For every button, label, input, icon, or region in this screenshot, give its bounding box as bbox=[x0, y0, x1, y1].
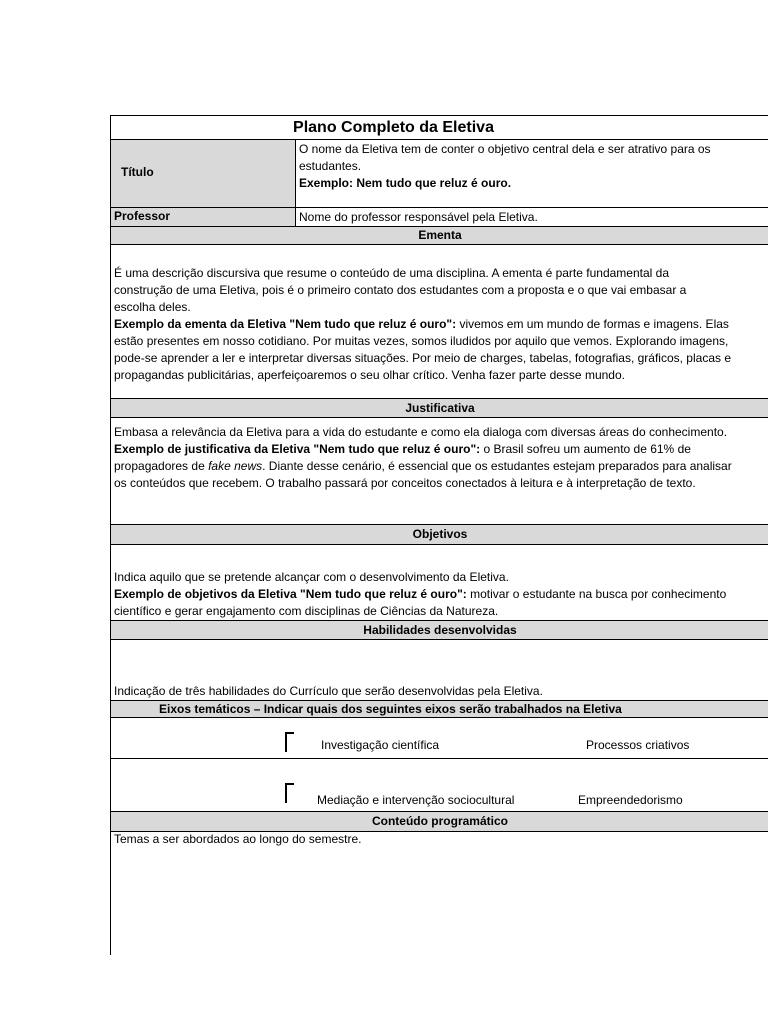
justificativa-line bbox=[111, 458, 768, 475]
habilidades-body bbox=[111, 683, 768, 700]
form-title-row bbox=[111, 115, 768, 139]
justificativa-text: . Diante desse cenário, é essencial que os estudantes estejam preparados para analisar bbox=[262, 459, 732, 473]
professor-label-cell bbox=[111, 208, 296, 226]
investigacao-checkbox[interactable] bbox=[285, 732, 294, 752]
eletiva-form bbox=[110, 115, 768, 955]
ementa-example-line bbox=[111, 316, 768, 333]
titulo-desc-line2: estudantes. bbox=[299, 159, 362, 173]
ementa-line: propagandas publicitárias, aperfeiçoaremos o seu olhar crítico. Venha fazer parte desse mundo. bbox=[114, 368, 625, 382]
habilidades-header: Habilidades desenvolvidas bbox=[111, 620, 768, 640]
mediacao-checkbox[interactable] bbox=[285, 783, 294, 803]
eixos-header-row bbox=[111, 700, 768, 718]
justificativa-example-line bbox=[111, 441, 768, 458]
investigacao-option: Investigação científica bbox=[321, 738, 440, 752]
eixos-header: Eixos temáticos – Indicar quais dos seguintes eixos serão trabalhados na Eletiva bbox=[159, 702, 622, 716]
professor-row bbox=[111, 207, 768, 226]
ementa-body bbox=[111, 265, 768, 385]
ementa-example-text: vivemos em um mundo de formas e imagens. Elas bbox=[456, 317, 729, 331]
ementa-line: construção de uma Eletiva, pois é o primeiro contato dos estudantes com a proposta e o que vai embasar a bbox=[114, 283, 687, 297]
titulo-desc-line1: O nome da Eletiva tem de conter o objetivo central dela e ser atrativo para os bbox=[299, 142, 711, 156]
professor-value: Nome do professor responsável pela Eletiva. bbox=[299, 210, 538, 224]
ementa-example-label: Exemplo da ementa da Eletiva "Nem tudo que reluz é ouro": bbox=[114, 317, 457, 331]
titulo-value-cell bbox=[296, 140, 768, 207]
habilidades-line: Indicação de três habilidades do Currículo que serão desenvolvidas pela Eletiva. bbox=[114, 684, 543, 698]
objetivos-line: científico e gerar engajamento com disciplinas de Ciências da Natureza. bbox=[114, 604, 499, 618]
conteudo-header: Conteúdo programático bbox=[111, 812, 768, 832]
form-title: Plano Completo da Eletiva bbox=[293, 119, 494, 136]
objetivos-line: Indica aquilo que se pretende alcançar com o desenvolvimento da Eletiva. bbox=[114, 570, 509, 584]
ementa-line: É uma descrição discursiva que resume o conteúdo de uma disciplina. A ementa é parte fundamental da bbox=[114, 266, 669, 280]
objetivos-example-line bbox=[111, 586, 768, 603]
eixos-options-row-1 bbox=[111, 718, 768, 759]
processos-option: Processos criativos bbox=[586, 738, 690, 752]
empreendedorismo-option: Empreendedorismo bbox=[578, 793, 683, 807]
titulo-label: Título bbox=[121, 165, 154, 179]
professor-label: Professor bbox=[114, 209, 171, 223]
objetivos-body bbox=[111, 569, 768, 620]
eixos-options-row-2 bbox=[111, 759, 768, 812]
justificativa-line: Embasa a relevância da Eletiva para a vida do estudante e como ela dialoga com diversas áreas do conhecimento. bbox=[114, 425, 728, 439]
justificativa-line: os conteúdos que recebem. O trabalho passará por conceitos conectados à leitura e à interpretação de texto. bbox=[114, 476, 696, 490]
justificativa-text: propagadores de bbox=[114, 459, 209, 473]
ementa-header: Ementa bbox=[111, 226, 768, 245]
titulo-row bbox=[111, 139, 768, 207]
conteudo-body bbox=[111, 831, 768, 848]
objetivos-example-label: Exemplo de objetivos da Eletiva "Nem tudo que reluz é ouro": bbox=[114, 587, 467, 601]
objetivos-header: Objetivos bbox=[111, 524, 768, 545]
justificativa-example-text: o Brasil sofreu um aumento de 61% de bbox=[480, 442, 691, 456]
justificativa-example-label: Exemplo de justificativa da Eletiva "Nem tudo que reluz é ouro": bbox=[114, 442, 481, 456]
conteudo-line: Temas a ser abordados ao longo do semestre. bbox=[114, 832, 362, 846]
objetivos-example-text: motivar o estudante na busca por conhecimento bbox=[466, 587, 727, 601]
professor-value-cell bbox=[296, 208, 768, 226]
ementa-line: escolha deles. bbox=[114, 300, 191, 314]
ementa-line: pode-se aprender a ler e interpretar diversas situações. Por meio de charges, tabelas, fotografias, gráficos, placas e bbox=[114, 351, 731, 365]
justificativa-body bbox=[111, 424, 768, 504]
fake-news-term: fake news bbox=[208, 459, 263, 473]
titulo-example: Exemplo: Nem tudo que reluz é ouro. bbox=[299, 176, 512, 190]
ementa-line: estão presentes em nosso cotidiano. Por muitas vezes, somos iludidos por aquilo que vemos. Explorando imagens, bbox=[114, 334, 729, 348]
justificativa-header: Justificativa bbox=[111, 398, 768, 418]
mediacao-option: Mediação e intervenção sociocultural bbox=[317, 793, 515, 807]
titulo-label-cell bbox=[111, 140, 296, 207]
